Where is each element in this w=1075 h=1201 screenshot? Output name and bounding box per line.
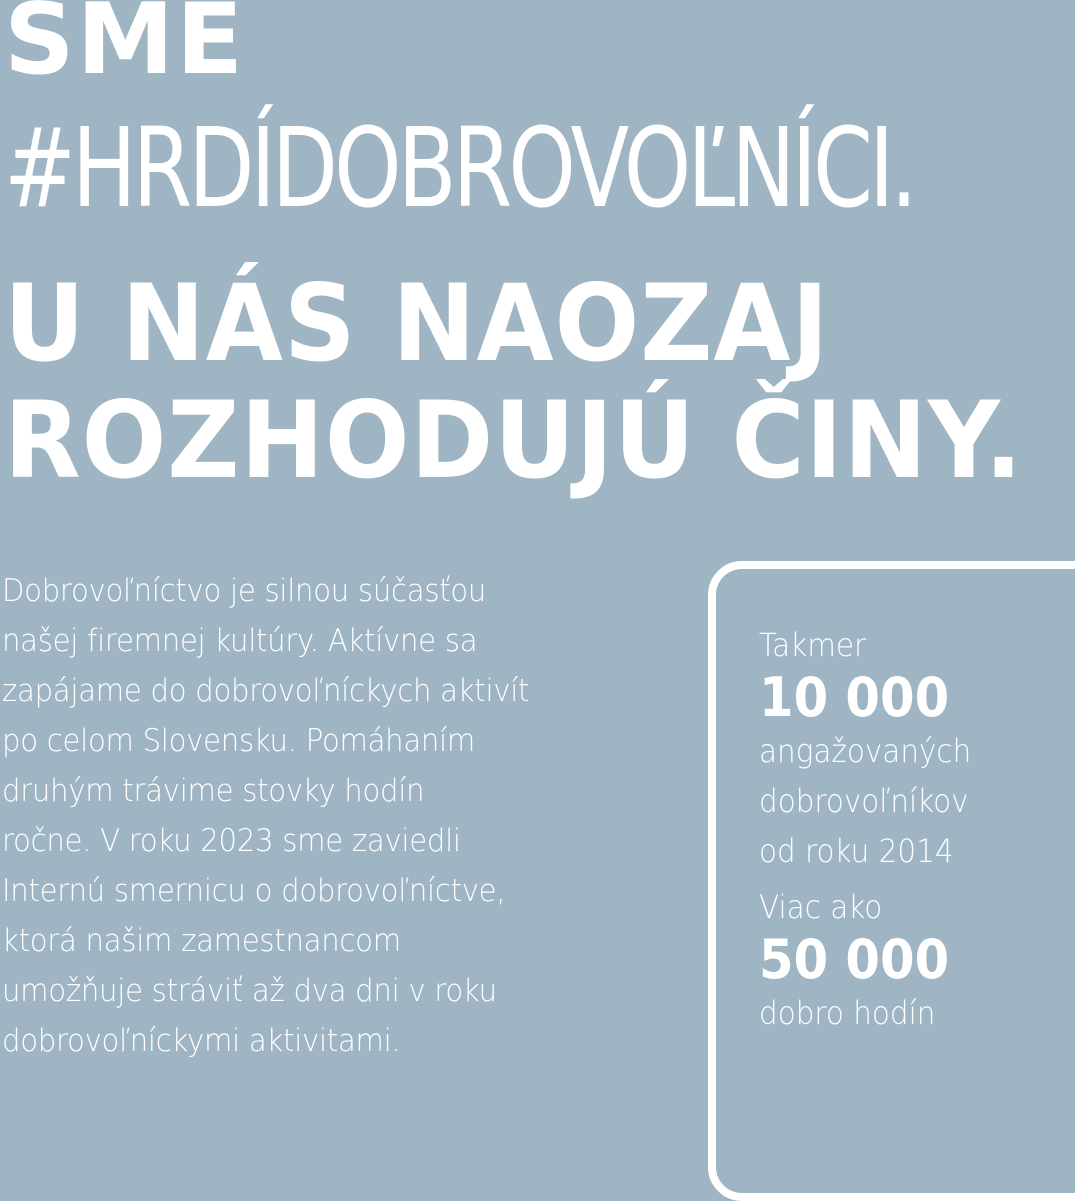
body-line: dobrovoľníckymi aktivitami.	[2, 1023, 401, 1059]
body-line: Dobrovoľníctvo je silnou súčasťou	[2, 573, 487, 609]
body-line: Internú smernicu o dobrovoľníctve,	[2, 873, 506, 909]
stat-hours-prefix: Viac ako	[759, 888, 883, 926]
body-paragraph	[2, 566, 702, 1066]
headline-sme: SME	[4, 0, 246, 97]
stat-volunteers-label: od roku 2014	[759, 832, 954, 870]
stat-volunteers	[759, 620, 990, 876]
stat-hours	[759, 882, 966, 1038]
body-line: ktorá našim zamestnancom	[2, 923, 401, 959]
stat-volunteers-label: dobrovoľníkov	[759, 782, 969, 820]
stat-volunteers-value: 10 000	[759, 666, 950, 729]
stat-volunteers-label: angažovaných	[759, 732, 972, 770]
headline-line-3: U NÁS NAOZAJ	[4, 262, 830, 385]
body-line: zapájame do dobrovoľníckych aktivít	[2, 673, 530, 709]
stat-hours-value: 50 000	[759, 928, 950, 991]
headline-line-4: ROZHODUJÚ ČINY.	[4, 379, 1024, 502]
body-line: umožňuje stráviť až dva dni v roku	[2, 973, 497, 1009]
body-line: po celom Slovensku. Pomáhaním	[2, 723, 476, 759]
headline-hashtag: #HRDÍDOBROVOĽNÍCI.	[4, 104, 914, 232]
body-line: druhým trávime stovky hodín	[2, 773, 425, 809]
stat-hours-label: dobro hodín	[759, 994, 936, 1032]
body-line: ročne. V roku 2023 sme zaviedli	[2, 823, 461, 859]
body-line: našej firemnej kultúry. Aktívne sa	[2, 623, 478, 659]
stat-volunteers-prefix: Takmer	[759, 626, 867, 664]
